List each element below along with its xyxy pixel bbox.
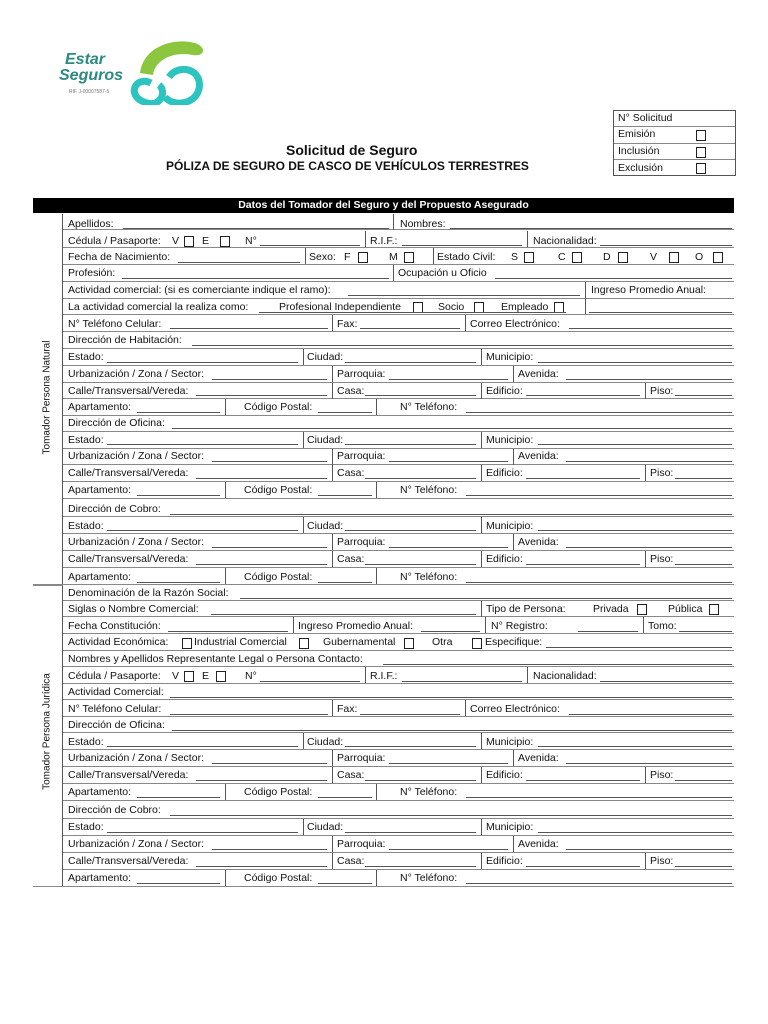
of-postal-field[interactable] — [318, 495, 372, 496]
privada-label: Privada — [593, 603, 629, 615]
co-apartamento-field[interactable] — [137, 582, 220, 583]
hab-municipio-field[interactable] — [538, 362, 732, 363]
of-postal-label: Código Postal: — [244, 484, 313, 496]
fecha-nacimiento-label: Fecha de Nacimiento: — [68, 251, 171, 263]
hab-casa-label: Casa: — [337, 385, 365, 397]
tomo-label: Tomo: — [648, 620, 677, 632]
co-casa-label: Casa: — [337, 553, 365, 565]
co-urbanizacion-field[interactable] — [212, 547, 327, 548]
celular-field[interactable] — [170, 328, 328, 329]
of-piso-label: Piso: — [650, 467, 674, 479]
actividad-comercial-label: Actividad comercial: (si es comerciante indique el ramo): — [68, 284, 331, 296]
hab-ciudad-label: Ciudad: — [307, 351, 344, 363]
jc-piso-field[interactable] — [675, 866, 732, 867]
jc-edificio-field[interactable] — [526, 866, 640, 867]
of-ciudad-label: Ciudad: — [307, 434, 344, 446]
jo-piso-field[interactable] — [675, 780, 732, 781]
of-parroquia-field[interactable] — [389, 461, 508, 462]
jc-casa-label: Casa: — [337, 855, 365, 867]
fax-label: Fax: — [337, 318, 358, 330]
co-estado-label: Estado: — [68, 520, 104, 532]
section-header-text: Datos del Tomador del Seguro y del Propuesto Asegurado — [238, 199, 529, 211]
jo-telefono-label: N° Teléfono: — [400, 786, 458, 798]
co-edificio-field[interactable] — [526, 564, 640, 565]
jc-avenida-field[interactable] — [566, 849, 732, 850]
profesion-field[interactable] — [122, 278, 389, 279]
rif-field[interactable] — [402, 245, 522, 246]
co-avenida-field[interactable] — [566, 547, 732, 548]
jur-cedula-label: Cédula / Pasaporte: — [68, 670, 161, 682]
of-municipio-label: Municipio: — [486, 434, 534, 446]
civil-o-label: O — [695, 251, 704, 263]
especifique-field[interactable] — [546, 647, 732, 648]
jur-correo-field[interactable] — [569, 714, 732, 715]
co-postal-field[interactable] — [318, 582, 372, 583]
jc-ciudad-label: Ciudad: — [307, 821, 344, 833]
sexo-m-label: M — [389, 251, 398, 263]
jur-celular-field[interactable] — [170, 714, 328, 715]
comercial-checkbox[interactable] — [299, 638, 309, 649]
co-piso-label: Piso: — [650, 553, 674, 565]
jur-nacionalidad-label: Nacionalidad: — [533, 670, 597, 682]
representante-field[interactable] — [383, 664, 732, 665]
cedula-e-checkbox[interactable] — [220, 236, 230, 247]
actividad-comercial-field[interactable] — [348, 295, 580, 296]
co-postal-label: Código Postal: — [244, 571, 313, 583]
jc-postal-label: Código Postal: — [244, 872, 313, 884]
socio-label: Socio — [438, 301, 465, 313]
sexo-f-checkbox[interactable] — [358, 252, 368, 263]
of-urbanizacion-field[interactable] — [212, 461, 327, 462]
co-avenida-label: Avenida: — [518, 536, 559, 548]
of-casa-field[interactable] — [365, 478, 476, 479]
otra-label: Otra — [432, 636, 453, 648]
inclusion-checkbox[interactable] — [696, 147, 706, 158]
registro-field[interactable] — [578, 631, 638, 632]
jur-oficina-field[interactable] — [172, 730, 732, 731]
jc-calle-field[interactable] — [196, 866, 327, 867]
jur-cobro-field[interactable] — [170, 815, 732, 816]
of-telefono-label: N° Teléfono: — [400, 484, 458, 496]
exclusion-label: Exclusión — [618, 162, 663, 174]
jc-urbanizacion-label: Urbanización / Zona / Sector: — [68, 838, 204, 850]
hab-avenida-label: Avenida: — [518, 368, 559, 380]
cedula-number-field[interactable] — [260, 245, 360, 246]
constitucion-field[interactable] — [168, 631, 288, 632]
jc-apartamento-label: Apartamento: — [68, 872, 132, 884]
of-edificio-label: Edificio: — [486, 467, 523, 479]
of-telefono-field[interactable] — [466, 495, 732, 496]
profesion-label: Profesión: — [68, 267, 116, 279]
jc-parroquia-field[interactable] — [389, 849, 508, 850]
privada-checkbox[interactable] — [637, 604, 647, 615]
of-edificio-field[interactable] — [526, 478, 640, 479]
hab-postal-field[interactable] — [318, 412, 372, 413]
jo-urbanizacion-field[interactable] — [212, 763, 327, 764]
celular-label: N° Teléfono Celular: — [68, 318, 162, 330]
civil-d-label: D — [603, 251, 611, 263]
jo-ciudad-field[interactable] — [345, 746, 476, 747]
jur-cedula-v-checkbox[interactable] — [184, 671, 194, 682]
civil-c-checkbox[interactable] — [572, 252, 582, 263]
jc-estado-field[interactable] — [107, 832, 298, 833]
logo-line-2: Seguros — [59, 67, 124, 84]
hab-estado-label: Estado: — [68, 351, 104, 363]
hab-telefono-field[interactable] — [466, 412, 732, 413]
especifique-label: Especifique: — [485, 636, 543, 648]
jur-nacionalidad-field[interactable] — [600, 681, 732, 682]
jo-urbanizacion-label: Urbanización / Zona / Sector: — [68, 752, 204, 764]
jur-actividad-label: Actividad Comercial: — [68, 686, 164, 698]
gubernamental-label: Gubernamental — [323, 636, 396, 648]
inclusion-label: Inclusión — [618, 145, 660, 157]
hab-edificio-field[interactable] — [526, 395, 640, 396]
cedula-no-label: N° — [245, 235, 257, 247]
co-casa-field[interactable] — [365, 564, 476, 565]
civil-v-checkbox[interactable] — [669, 252, 679, 263]
company-logo — [55, 35, 215, 105]
co-municipio-field[interactable] — [538, 530, 732, 531]
hab-municipio-label: Municipio: — [486, 351, 534, 363]
hab-parroquia-field[interactable] — [389, 379, 508, 380]
hab-parroquia-label: Parroquia: — [337, 368, 386, 380]
ingreso-anual-label: Ingreso Promedio Anual: — [591, 284, 706, 296]
co-edificio-label: Edificio: — [486, 553, 523, 565]
hab-ciudad-field[interactable] — [345, 362, 476, 363]
nacionalidad-field[interactable] — [600, 245, 732, 246]
correo-label: Correo Electrónico: — [470, 318, 560, 330]
denominacion-field[interactable] — [240, 598, 732, 599]
jc-telefono-field[interactable] — [466, 883, 732, 884]
denominacion-label: Denominación de la Razón Social: — [68, 587, 229, 599]
jo-municipio-field[interactable] — [538, 746, 732, 747]
jur-fax-label: Fax: — [337, 703, 358, 715]
empleado-label: Empleado — [501, 301, 549, 313]
hab-apartamento-field[interactable] — [137, 412, 220, 413]
realiza-como-field[interactable] — [259, 312, 566, 313]
jur-oficina-label: Dirección de Oficina: — [68, 719, 165, 731]
co-parroquia-field[interactable] — [389, 547, 508, 548]
cobro-field[interactable] — [170, 514, 732, 515]
nombres-label: Nombres: — [400, 218, 446, 230]
jur-cedula-e-label: E — [202, 670, 210, 682]
tipo-persona-label: Tipo de Persona: — [486, 603, 566, 615]
co-apartamento-label: Apartamento: — [68, 571, 132, 583]
industrial-checkbox[interactable] — [182, 638, 192, 649]
jo-postal-label: Código Postal: — [244, 786, 313, 798]
hab-edificio-label: Edificio: — [486, 385, 523, 397]
jur-celular-label: N° Teléfono Celular: — [68, 703, 162, 715]
hab-piso-field[interactable] — [675, 395, 732, 396]
jc-ciudad-field[interactable] — [345, 832, 476, 833]
correo-field[interactable] — [569, 328, 732, 329]
otra-checkbox[interactable] — [472, 638, 482, 649]
control-box — [613, 110, 736, 176]
apellidos-label: Apellidos: — [68, 218, 114, 230]
of-parroquia-label: Parroquia: — [337, 450, 386, 462]
profesional-independiente-label: Profesional Independiente — [279, 301, 402, 313]
sexo-label: Sexo: — [309, 251, 336, 263]
hab-avenida-field[interactable] — [566, 379, 732, 380]
registro-label: N° Registro: — [491, 620, 548, 632]
of-calle-field[interactable] — [196, 478, 327, 479]
logo-rif: RIF J-00007587-5 — [69, 89, 110, 95]
sexo-m-checkbox[interactable] — [404, 252, 414, 263]
page-subtitle: PÓLIZA DE SEGURO DE CASCO DE VEHÍCULOS TERRESTRES — [166, 159, 529, 173]
estado-civil-label: Estado Civil: — [437, 251, 496, 263]
jc-edificio-label: Edificio: — [486, 855, 523, 867]
hab-calle-field[interactable] — [196, 395, 327, 396]
jo-calle-label: Calle/Transversal/Vereda: — [68, 769, 189, 781]
jo-telefono-field[interactable] — [466, 797, 732, 798]
of-apartamento-field[interactable] — [137, 495, 220, 496]
nombres-field[interactable] — [450, 228, 732, 229]
hab-postal-label: Código Postal: — [244, 401, 313, 413]
of-estado-label: Estado: — [68, 434, 104, 446]
jc-telefono-label: N° Teléfono: — [400, 872, 458, 884]
jo-estado-field[interactable] — [107, 746, 298, 747]
hab-piso-label: Piso: — [650, 385, 674, 397]
jo-parroquia-field[interactable] — [389, 763, 508, 764]
jo-piso-label: Piso: — [650, 769, 674, 781]
realiza-como-label: La actividad comercial la realiza como: — [68, 301, 249, 313]
co-ciudad-field[interactable] — [345, 530, 476, 531]
jc-calle-label: Calle/Transversal/Vereda: — [68, 855, 189, 867]
jo-casa-field[interactable] — [365, 780, 476, 781]
oficina-field[interactable] — [172, 428, 732, 429]
exclusion-checkbox[interactable] — [696, 163, 706, 174]
constitucion-label: Fecha Constitución: — [68, 620, 161, 632]
co-municipio-label: Municipio: — [486, 520, 534, 532]
fecha-nacimiento-field[interactable] — [178, 262, 300, 263]
jo-edificio-label: Edificio: — [486, 769, 523, 781]
hab-urbanizacion-field[interactable] — [212, 379, 327, 380]
civil-s-checkbox[interactable] — [524, 252, 534, 263]
jur-rif-label: R.I.F.: — [370, 670, 398, 682]
jo-edificio-field[interactable] — [526, 780, 640, 781]
co-estado-field[interactable] — [107, 530, 298, 531]
of-avenida-label: Avenida: — [518, 450, 559, 462]
jur-ingreso-field[interactable] — [421, 631, 480, 632]
jo-postal-field[interactable] — [318, 797, 372, 798]
logo-line-1: Estar — [65, 51, 106, 68]
ocupacion-label: Ocupación u Oficio — [398, 267, 487, 279]
jc-apartamento-field[interactable] — [137, 883, 220, 884]
jo-casa-label: Casa: — [337, 769, 365, 781]
publica-checkbox[interactable] — [709, 604, 719, 615]
jo-ciudad-label: Ciudad: — [307, 736, 344, 748]
co-telefono-field[interactable] — [466, 582, 732, 583]
civil-o-checkbox[interactable] — [713, 252, 723, 263]
sexo-f-label: F — [344, 251, 351, 263]
apellidos-field[interactable] — [123, 228, 389, 229]
cedula-v-label: V — [172, 235, 180, 247]
jur-correo-label: Correo Electrónico: — [470, 703, 560, 715]
jo-avenida-label: Avenida: — [518, 752, 559, 764]
co-calle-field[interactable] — [196, 564, 327, 565]
of-apartamento-label: Apartamento: — [68, 484, 132, 496]
jur-cedula-v-label: V — [172, 670, 180, 682]
emision-label: Emisión — [618, 128, 656, 140]
fax-field[interactable] — [360, 328, 460, 329]
of-avenida-field[interactable] — [566, 461, 732, 462]
cedula-v-checkbox[interactable] — [184, 236, 194, 247]
jur-cobro-label: Dirección de Cobro: — [68, 804, 161, 816]
hab-casa-field[interactable] — [365, 395, 476, 396]
hab-urbanizacion-label: Urbanización / Zona / Sector: — [68, 368, 204, 380]
page-title: Solicitud de Seguro — [286, 142, 418, 158]
jc-municipio-field[interactable] — [538, 832, 732, 833]
ingreso-anual-field[interactable] — [589, 312, 732, 313]
jur-cedula-no-label: N° — [245, 670, 257, 682]
jo-parroquia-label: Parroquia: — [337, 752, 386, 764]
siglas-field[interactable] — [211, 614, 476, 615]
of-casa-label: Casa: — [337, 467, 365, 479]
jc-municipio-label: Municipio: — [486, 821, 534, 833]
cobro-label: Dirección de Cobro: — [68, 503, 161, 515]
of-estado-field[interactable] — [107, 444, 298, 445]
siglas-label: Siglas o Nombre Comercial: — [68, 603, 199, 615]
actividad-economica-label: Actividad Económica: — [68, 636, 169, 648]
of-urbanizacion-label: Urbanización / Zona / Sector: — [68, 450, 204, 462]
of-ciudad-field[interactable] — [345, 444, 476, 445]
co-calle-label: Calle/Transversal/Vereda: — [68, 553, 189, 565]
civil-s-label: S — [511, 251, 519, 263]
jc-postal-field[interactable] — [318, 883, 372, 884]
co-parroquia-label: Parroquia: — [337, 536, 386, 548]
jo-avenida-field[interactable] — [566, 763, 732, 764]
jur-rif-field[interactable] — [402, 681, 522, 682]
jur-fax-field[interactable] — [360, 714, 460, 715]
habitacion-field[interactable] — [192, 345, 732, 346]
cedula-label: Cédula / Pasaporte: — [68, 235, 161, 247]
co-ciudad-label: Ciudad: — [307, 520, 344, 532]
hab-telefono-label: N° Teléfono: — [400, 401, 458, 413]
side-label-juridica: Tomador Persona Jurídica — [41, 673, 53, 790]
side-label-natural: Tomador Persona Natural — [41, 340, 53, 455]
jur-cedula-e-checkbox[interactable] — [216, 671, 226, 682]
co-telefono-label: N° Teléfono: — [400, 571, 458, 583]
jc-casa-field[interactable] — [365, 866, 476, 867]
jc-piso-label: Piso: — [650, 855, 674, 867]
ocupacion-field[interactable] — [495, 278, 732, 279]
jo-apartamento-field[interactable] — [137, 797, 220, 798]
jur-ingreso-label: Ingreso Promedio Anual: — [298, 620, 413, 632]
jo-calle-field[interactable] — [196, 780, 327, 781]
jc-parroquia-label: Parroquia: — [337, 838, 386, 850]
co-piso-field[interactable] — [675, 564, 732, 565]
of-municipio-field[interactable] — [538, 444, 732, 445]
industrial-label: Industrial Comercial — [194, 636, 287, 648]
tomo-field[interactable] — [679, 631, 732, 632]
habitacion-label: Dirección de Habitación: — [68, 334, 182, 346]
rif-label: R.I.F.: — [370, 235, 398, 247]
jur-actividad-field[interactable] — [170, 697, 732, 698]
publica-label: Pública — [668, 603, 703, 615]
nacionalidad-label: Nacionalidad: — [533, 235, 597, 247]
civil-d-checkbox[interactable] — [618, 252, 628, 263]
jo-municipio-label: Municipio: — [486, 736, 534, 748]
section-header-bar — [33, 198, 734, 213]
solicitud-label: N° Solicitud — [618, 112, 673, 124]
of-calle-label: Calle/Transversal/Vereda: — [68, 467, 189, 479]
representante-label: Nombres y Apellidos Representante Legal o Persona Contacto: — [68, 653, 363, 665]
emision-checkbox[interactable] — [696, 130, 706, 141]
of-piso-field[interactable] — [675, 478, 732, 479]
civil-v-label: V — [650, 251, 658, 263]
cedula-e-label: E — [202, 235, 210, 247]
co-urbanizacion-label: Urbanización / Zona / Sector: — [68, 536, 204, 548]
civil-c-label: C — [558, 251, 566, 263]
jo-apartamento-label: Apartamento: — [68, 786, 132, 798]
hab-apartamento-label: Apartamento: — [68, 401, 132, 413]
jc-estado-label: Estado: — [68, 821, 104, 833]
jo-estado-label: Estado: — [68, 736, 104, 748]
gubernamental-checkbox[interactable] — [404, 638, 414, 649]
oficina-label: Dirección de Oficina: — [68, 417, 165, 429]
jur-cedula-number-field[interactable] — [260, 681, 360, 682]
jc-urbanizacion-field[interactable] — [212, 849, 327, 850]
hab-estado-field[interactable] — [107, 362, 298, 363]
jc-avenida-label: Avenida: — [518, 838, 559, 850]
hab-calle-label: Calle/Transversal/Vereda: — [68, 385, 189, 397]
